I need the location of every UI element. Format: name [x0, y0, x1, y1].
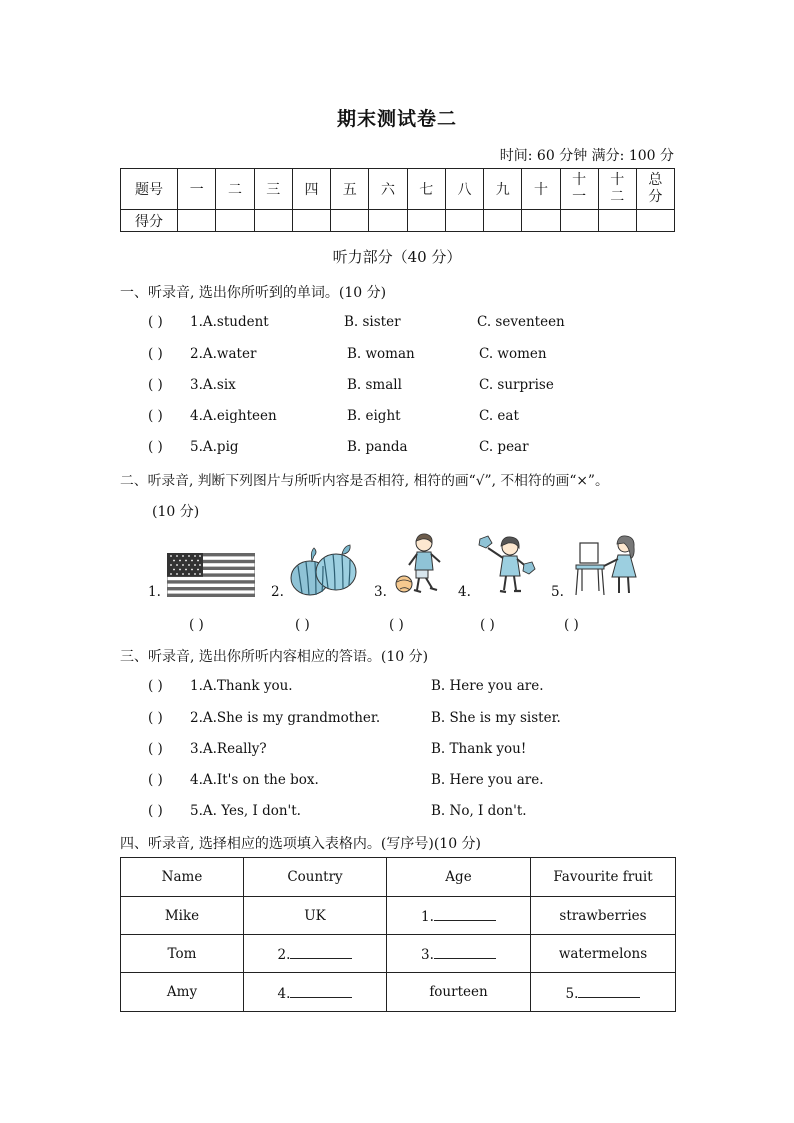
- picture-number: 1.: [148, 584, 161, 600]
- us-flag-picture: [167, 553, 255, 597]
- info-table: [120, 857, 676, 1012]
- score-table-col: 七: [407, 169, 445, 210]
- header-cell: Age: [387, 858, 531, 897]
- option-b: B. sister: [344, 314, 401, 330]
- answer-blank[interactable]: ( ): [148, 314, 163, 330]
- score-table-col: 九: [484, 169, 522, 210]
- option-b: B. No, I don't.: [431, 803, 527, 819]
- table-row: [121, 973, 676, 1012]
- section3-title: 三、听录音, 选出你所听内容相应的答语。(10 分): [120, 649, 429, 665]
- option-a: 3.A.Really?: [190, 741, 267, 757]
- picture-number: 3.: [374, 584, 387, 600]
- option-b: B. She is my sister.: [431, 710, 561, 726]
- table-row: [121, 897, 676, 935]
- answer-blank[interactable]: ( ): [148, 803, 163, 819]
- boy-with-ball-picture: [392, 532, 450, 598]
- answer-blank[interactable]: ( ): [148, 346, 163, 362]
- table-row: [121, 935, 676, 973]
- score-table-label: 题号: [121, 169, 178, 210]
- score-table-col: 六: [369, 169, 407, 210]
- header-cell: Favourite fruit: [531, 858, 676, 897]
- score-cell[interactable]: [292, 210, 330, 232]
- option-a: 5.A. Yes, I don't.: [190, 803, 301, 819]
- option-a: 2.A.water: [190, 346, 257, 362]
- score-table-col: 八: [445, 169, 483, 210]
- fill-blank: [434, 906, 496, 921]
- age-cell[interactable]: 3.: [387, 935, 531, 973]
- age-cell[interactable]: 1.: [387, 897, 531, 935]
- answer-blank[interactable]: ( ): [564, 617, 579, 633]
- fruit-cell: watermelons: [531, 935, 676, 973]
- answer-blank[interactable]: ( ): [295, 617, 310, 633]
- country-cell: UK: [244, 897, 387, 935]
- section1-title: 一、听录音, 选出你所听到的单词。(10 分): [120, 285, 387, 301]
- option-b: B. Here you are.: [431, 678, 544, 694]
- option-b: B. woman: [347, 346, 415, 362]
- name-cell: Tom: [121, 935, 244, 973]
- fruit-cell: strawberries: [531, 897, 676, 935]
- answer-blank[interactable]: ( ): [148, 772, 163, 788]
- score-table-col: 四: [292, 169, 330, 210]
- score-cell[interactable]: [484, 210, 522, 232]
- listening-header: 听力部分（40 分）: [332, 248, 462, 266]
- option-c: C. eat: [479, 408, 519, 424]
- info-table-header: [121, 858, 676, 897]
- score-cell[interactable]: [178, 210, 216, 232]
- score-table-col: 三: [254, 169, 292, 210]
- score-cell[interactable]: [331, 210, 369, 232]
- option-a: 2.A.She is my grandmother.: [190, 710, 381, 726]
- age-cell: fourteen: [387, 973, 531, 1012]
- fruit-cell[interactable]: 5.: [531, 973, 676, 1012]
- score-table-row-score: [121, 210, 675, 232]
- answer-blank[interactable]: ( ): [148, 741, 163, 757]
- score-cell[interactable]: [522, 210, 560, 232]
- answer-blank[interactable]: ( ): [148, 710, 163, 726]
- score-cell[interactable]: [560, 210, 598, 232]
- score-table-col-12: 十 二: [598, 169, 636, 210]
- answer-blank[interactable]: ( ): [148, 377, 163, 393]
- score-table-col: 五: [331, 169, 369, 210]
- answer-blank[interactable]: ( ): [148, 678, 163, 694]
- score-cell[interactable]: [636, 210, 674, 232]
- country-cell[interactable]: 4.: [244, 973, 387, 1012]
- score-cell[interactable]: [254, 210, 292, 232]
- score-table-col: 十: [522, 169, 560, 210]
- name-cell: Amy: [121, 973, 244, 1012]
- score-table-col: 一: [178, 169, 216, 210]
- option-b: B. small: [347, 377, 402, 393]
- page-title: 期末测试卷二: [336, 108, 457, 130]
- answer-blank[interactable]: ( ): [389, 617, 404, 633]
- option-a: 4.A.eighteen: [190, 408, 277, 424]
- score-cell[interactable]: [445, 210, 483, 232]
- section2-points: (10 分): [152, 504, 200, 520]
- option-c: C. surprise: [479, 377, 554, 393]
- score-table: [120, 168, 675, 232]
- option-a: 3.A.six: [190, 377, 236, 393]
- header-cell: Name: [121, 858, 244, 897]
- score-cell[interactable]: [598, 210, 636, 232]
- score-cell[interactable]: [407, 210, 445, 232]
- picture-number: 4.: [458, 584, 471, 600]
- option-a: 1.A.student: [190, 314, 269, 330]
- option-b: B. Here you are.: [431, 772, 544, 788]
- option-b: B. Thank you!: [431, 741, 527, 757]
- answer-blank[interactable]: ( ): [480, 617, 495, 633]
- option-b: B. eight: [347, 408, 401, 424]
- country-cell[interactable]: 2.: [244, 935, 387, 973]
- picture-number: 5.: [551, 584, 564, 600]
- score-table-score-label: 得分: [121, 210, 178, 232]
- section2-title: 二、听录音, 判断下列图片与所听内容是否相符, 相符的画“√”, 不相符的画“×”。: [120, 473, 609, 489]
- score-table-col: 二: [216, 169, 254, 210]
- option-a: 1.A.Thank you.: [190, 678, 293, 694]
- answer-blank[interactable]: ( ): [148, 439, 163, 455]
- fill-blank: [578, 983, 640, 998]
- fill-blank: [434, 944, 496, 959]
- score-table-col-total: 总 分: [636, 169, 674, 210]
- option-a: 4.A.It's on the box.: [190, 772, 319, 788]
- watermelons-picture: [288, 542, 362, 598]
- option-c: C. seventeen: [477, 314, 565, 330]
- picture-number: 2.: [271, 584, 284, 600]
- score-table-col-11: 十 一: [560, 169, 598, 210]
- fill-blank: [290, 944, 352, 959]
- time-info: 时间: 60 分钟 满分: 100 分: [499, 148, 674, 164]
- name-cell: Mike: [121, 897, 244, 935]
- answer-blank[interactable]: ( ): [148, 408, 163, 424]
- section4-title: 四、听录音, 选择相应的选项填入表格内。(写序号)(10 分): [120, 836, 482, 852]
- score-cell[interactable]: [216, 210, 254, 232]
- option-c: C. women: [479, 346, 547, 362]
- fill-blank: [290, 983, 352, 998]
- woman-with-chair-picture: [572, 533, 650, 599]
- answer-blank[interactable]: ( ): [189, 617, 204, 633]
- girl-with-toy-picture: [474, 532, 538, 598]
- score-table-row-number: [121, 169, 675, 210]
- option-c: C. pear: [479, 439, 529, 455]
- option-a: 5.A.pig: [190, 439, 239, 455]
- header-cell: Country: [244, 858, 387, 897]
- option-b: B. panda: [347, 439, 408, 455]
- score-cell[interactable]: [369, 210, 407, 232]
